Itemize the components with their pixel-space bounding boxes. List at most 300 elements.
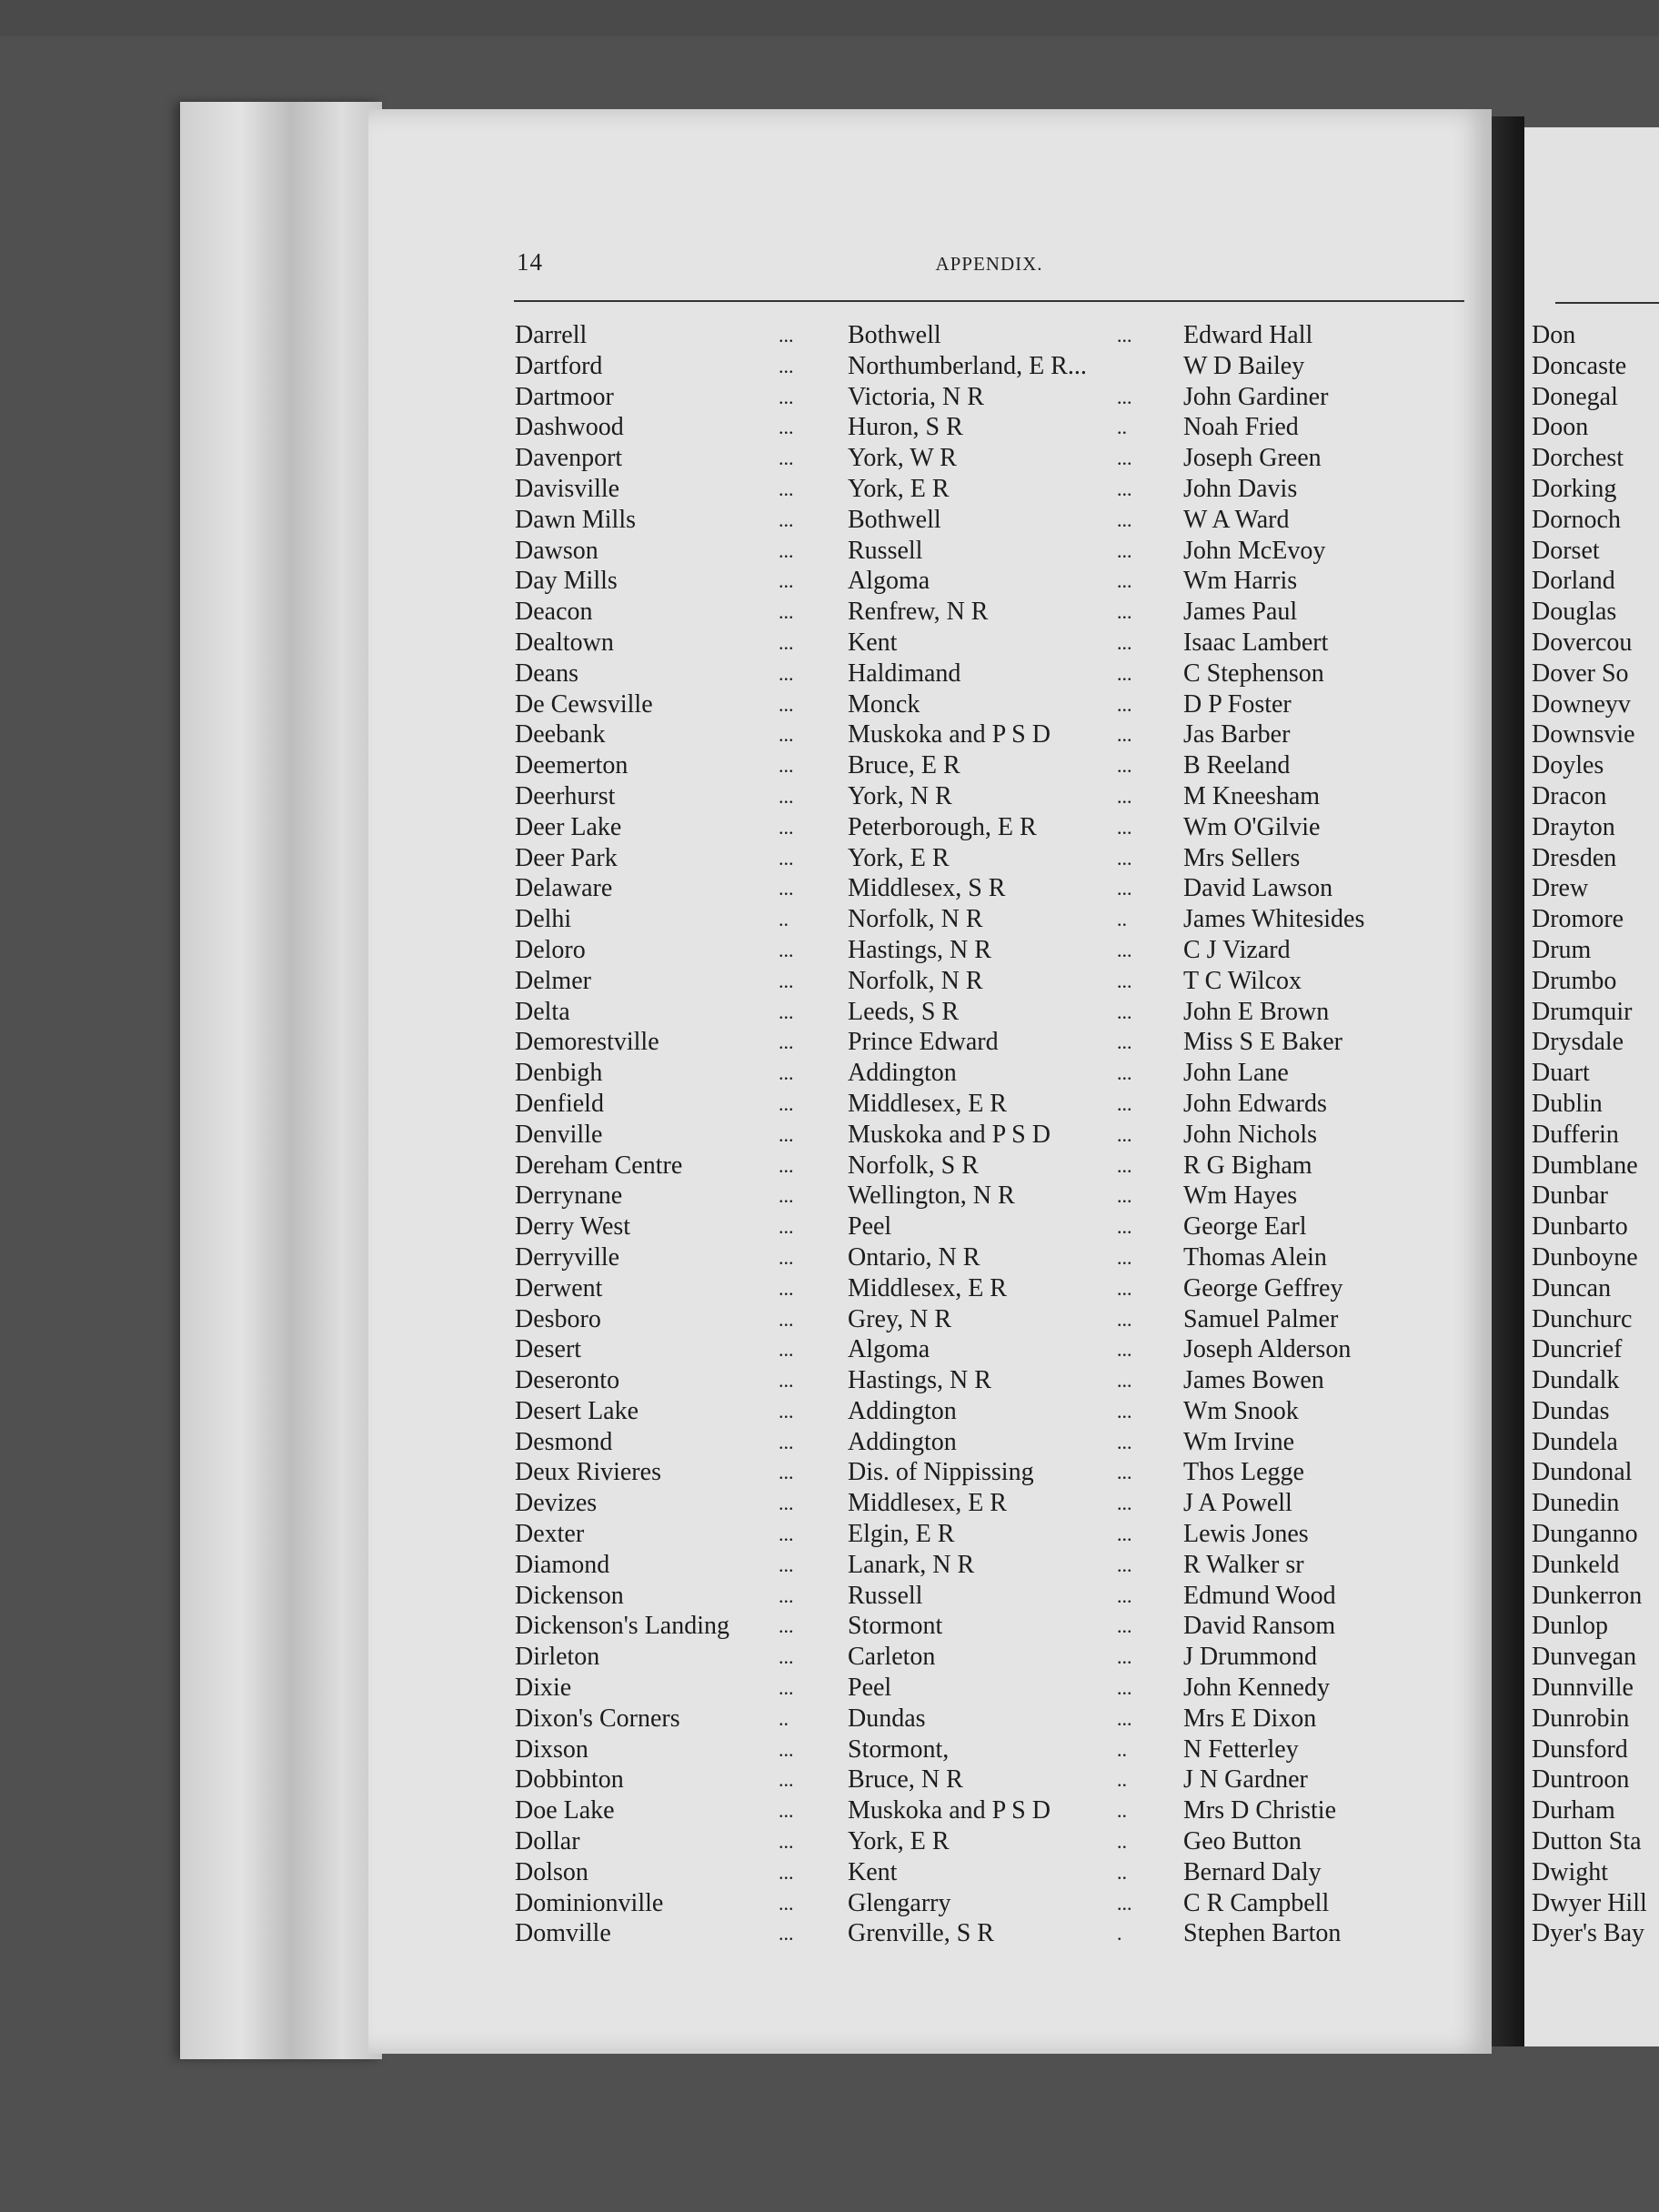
list-item: Doncaste	[1532, 351, 1627, 380]
leader-dots: ...	[779, 1891, 794, 1915]
leader-dots: ...	[779, 815, 794, 839]
list-item: Dorset	[1532, 536, 1600, 565]
list-item	[515, 1918, 1515, 1949]
postmaster-name: John Gardiner	[1183, 382, 1329, 411]
county-name: Dis. of Nippissing	[848, 1458, 1034, 1487]
list-item	[515, 935, 1515, 966]
leader-dots: .	[1117, 1922, 1122, 1946]
list-item: Dorking	[1532, 474, 1617, 503]
county-name: Russell	[848, 1581, 923, 1610]
postmaster-name: John Kennedy	[1183, 1674, 1330, 1703]
list-item: Dornoch	[1532, 505, 1621, 534]
county-name: Muskoka and P S D	[848, 1796, 1051, 1825]
leader-dots: ...	[779, 1523, 794, 1546]
leader-dots: ..	[1117, 1830, 1127, 1854]
list-item: Dutton Sta	[1532, 1827, 1642, 1856]
county-name: Russell	[848, 536, 923, 565]
postmaster-name: M Kneesham	[1183, 781, 1321, 810]
list-item: Dovercou	[1532, 628, 1633, 657]
county-name: Norfolk, N R	[848, 905, 983, 934]
county-name: Lanark, N R	[848, 1550, 975, 1579]
leader-dots: ...	[779, 1461, 794, 1484]
leader-dots: ...	[1117, 1430, 1132, 1453]
leader-dots: ...	[779, 1122, 794, 1146]
list-item	[515, 443, 1515, 474]
postmaster-name: David Ransom	[1183, 1612, 1336, 1641]
postmaster-name: John Davis	[1183, 474, 1298, 503]
leader-dots: ...	[1117, 1891, 1132, 1915]
county-name: Elgin, E R	[848, 1520, 955, 1549]
leader-dots: ...	[1117, 938, 1132, 961]
leader-dots: ...	[1117, 1492, 1132, 1515]
postmaster-name: Wm O'Gilvie	[1183, 812, 1321, 841]
list-item	[515, 719, 1515, 750]
place-name: Dartford	[515, 351, 603, 380]
leader-dots: ...	[779, 723, 794, 747]
county-name: Peterborough, E R	[848, 812, 1037, 841]
leader-dots: ...	[1117, 1031, 1132, 1054]
county-name: Huron, S R	[848, 413, 963, 442]
list-item	[515, 505, 1515, 536]
leader-dots: ...	[779, 1276, 794, 1300]
leader-dots: ...	[779, 1369, 794, 1393]
list-item	[515, 474, 1515, 505]
page-number: 14	[517, 248, 543, 276]
postmaster-name: Samuel Palmer	[1183, 1304, 1339, 1333]
county-name: Bothwell	[848, 321, 941, 349]
list-item	[515, 1888, 1515, 1919]
list-item: Dunnville	[1532, 1674, 1634, 1703]
county-name: Middlesex, E R	[848, 1089, 1007, 1118]
leader-dots: ..	[1117, 1737, 1127, 1761]
post-office-list	[515, 320, 1515, 1949]
place-name: Deloro	[515, 935, 586, 964]
leader-dots: ...	[1117, 1245, 1132, 1269]
place-name: Deer Lake	[515, 812, 622, 841]
place-name: Dawson	[515, 536, 598, 565]
postmaster-name: Wm Snook	[1183, 1396, 1299, 1425]
list-item: Drayton	[1532, 812, 1615, 841]
place-name: Doe Lake	[515, 1796, 615, 1825]
leader-dots: ..	[779, 908, 789, 931]
list-item	[515, 966, 1515, 997]
postmaster-name: George Earl	[1183, 1212, 1307, 1242]
list-item: Dresden	[1532, 843, 1617, 872]
leader-dots: ...	[779, 477, 794, 500]
leader-dots: ...	[779, 324, 794, 347]
list-item	[515, 536, 1515, 567]
county-name: Middlesex, E R	[848, 1489, 1007, 1518]
place-name: Dealtown	[515, 628, 614, 657]
county-name: Stormont,	[848, 1734, 950, 1764]
county-name: Monck	[848, 689, 920, 719]
list-item	[515, 659, 1515, 689]
list-item	[515, 351, 1515, 382]
county-name: Bruce, E R	[848, 751, 960, 780]
list-item: Drumbo	[1532, 966, 1617, 995]
list-item	[515, 1673, 1515, 1704]
leader-dots: ...	[1117, 1000, 1132, 1023]
list-item	[515, 1857, 1515, 1888]
leader-dots: ...	[779, 877, 794, 900]
leader-dots: ...	[1117, 1307, 1132, 1331]
county-name: Muskoka and P S D	[848, 1120, 1051, 1149]
list-item: Dunkeld	[1532, 1550, 1620, 1579]
list-item	[515, 382, 1515, 413]
list-item	[515, 412, 1515, 443]
list-item	[515, 997, 1515, 1028]
list-item: Dwight	[1532, 1857, 1608, 1886]
county-name: Peel	[848, 1212, 892, 1242]
list-item	[515, 1519, 1515, 1550]
leader-dots: ..	[1117, 416, 1127, 439]
place-name: Darrell	[515, 321, 588, 349]
list-item: Don	[1532, 321, 1576, 349]
list-item	[515, 1550, 1515, 1581]
place-name: Dartmoor	[515, 382, 614, 411]
list-item: Dundalk	[1532, 1366, 1620, 1395]
leader-dots: ...	[1117, 1276, 1132, 1300]
county-name: Dundas	[848, 1704, 926, 1733]
postmaster-name: C Stephenson	[1183, 659, 1324, 688]
postmaster-name: Mrs E Dixon	[1183, 1704, 1317, 1733]
postmaster-name: D P Foster	[1183, 689, 1292, 719]
place-name: Deacon	[515, 598, 593, 627]
list-item: Dunbarto	[1532, 1212, 1628, 1242]
leader-dots: ..	[779, 1706, 789, 1730]
postmaster-name: Wm Irvine	[1183, 1427, 1295, 1456]
list-item	[515, 1611, 1515, 1642]
postmaster-name: James Paul	[1183, 598, 1298, 627]
leader-dots: ...	[779, 1061, 794, 1085]
leader-dots: ...	[779, 538, 794, 562]
list-item: Drumquir	[1532, 997, 1633, 1026]
place-name: Dexter	[515, 1520, 585, 1549]
postmaster-name: Wm Harris	[1183, 567, 1298, 596]
postmaster-name: Wm Hayes	[1183, 1181, 1298, 1211]
place-name: Desert Lake	[515, 1396, 639, 1425]
county-name: Glengarry	[848, 1888, 951, 1917]
list-item: Dorchest	[1532, 444, 1624, 473]
county-name: Addington	[848, 1396, 957, 1425]
list-item	[515, 812, 1515, 843]
postmaster-name: John Nichols	[1183, 1120, 1317, 1149]
background	[0, 0, 1659, 36]
postmaster-name: Joseph Alderson	[1183, 1335, 1352, 1364]
place-name: Dollar	[515, 1827, 580, 1856]
leader-dots: ...	[779, 447, 794, 470]
leader-dots: ...	[779, 354, 794, 377]
leader-dots: ...	[1117, 508, 1132, 531]
list-item: Duntroon	[1532, 1765, 1630, 1795]
list-item: Dublin	[1532, 1089, 1603, 1118]
list-item	[515, 781, 1515, 812]
page-header	[514, 248, 1464, 281]
leader-dots: ...	[1117, 1706, 1132, 1730]
county-name: Ontario, N R	[848, 1242, 980, 1272]
list-item: Dorland	[1532, 567, 1615, 596]
list-item	[515, 873, 1515, 904]
county-name: Northumberland, E R...	[848, 351, 1087, 380]
leader-dots: ...	[779, 1768, 794, 1792]
county-name: Prince Edward	[848, 1028, 999, 1057]
list-item: Durham	[1532, 1796, 1615, 1825]
county-name: Kent	[848, 628, 898, 657]
county-name: Hastings, N R	[848, 1366, 991, 1395]
place-name: Deans	[515, 659, 578, 688]
place-name: Dixon's Corners	[515, 1704, 680, 1733]
leader-dots: ...	[1117, 1122, 1132, 1146]
leader-dots: ...	[1117, 1338, 1132, 1362]
list-item: Douglas	[1532, 598, 1617, 627]
page-title: APPENDIX.	[935, 253, 1043, 275]
list-item: Dundonal	[1532, 1458, 1633, 1487]
leader-dots: ...	[1117, 846, 1132, 870]
list-item: Dunchurc	[1532, 1304, 1633, 1333]
postmaster-name: John McEvoy	[1183, 536, 1326, 565]
place-name: Delta	[515, 997, 570, 1026]
place-name: Denfield	[515, 1089, 604, 1118]
postmaster-name: R G Bigham	[1183, 1151, 1312, 1180]
county-name: Middlesex, E R	[848, 1273, 1007, 1302]
place-name: Davenport	[515, 444, 623, 473]
leader-dots: ...	[779, 1184, 794, 1208]
postmaster-name: Geo Button	[1183, 1827, 1302, 1856]
list-item: Doyles	[1532, 751, 1604, 780]
list-item: Duart	[1532, 1059, 1590, 1088]
list-item	[515, 1581, 1515, 1612]
leader-dots: ...	[1117, 630, 1132, 654]
leader-dots: ...	[1117, 1553, 1132, 1576]
postmaster-name: George Geffrey	[1183, 1273, 1343, 1302]
county-name: Carleton	[848, 1643, 936, 1672]
list-item	[515, 1304, 1515, 1335]
postmaster-name: Joseph Green	[1183, 444, 1322, 473]
leader-dots: ...	[779, 754, 794, 778]
postmaster-name: Mrs D Christie	[1183, 1796, 1336, 1825]
place-name: Derwent	[515, 1273, 603, 1302]
list-item	[515, 1120, 1515, 1151]
list-item	[515, 1365, 1515, 1396]
place-name: Desert	[515, 1335, 582, 1364]
postmaster-name: Mrs Sellers	[1183, 843, 1301, 872]
county-name: Kent	[848, 1857, 898, 1886]
county-name: Bruce, N R	[848, 1765, 963, 1795]
list-item: Dunkerron	[1532, 1581, 1643, 1610]
leader-dots: ...	[1117, 1523, 1132, 1546]
list-item: Dwyer Hill	[1532, 1888, 1647, 1917]
list-item: Duncrief	[1532, 1335, 1623, 1364]
county-name: Algoma	[848, 567, 930, 596]
place-name: Derrynane	[515, 1181, 623, 1211]
place-name: Deemerton	[515, 751, 628, 780]
place-name: Dashwood	[515, 413, 624, 442]
leader-dots: ...	[1117, 569, 1132, 593]
leader-dots: ...	[779, 1645, 794, 1669]
leader-dots: ..	[1117, 1768, 1127, 1792]
place-name: Desmond	[515, 1427, 613, 1456]
place-name: Dirleton	[515, 1643, 600, 1672]
postmaster-name: James Bowen	[1183, 1366, 1324, 1395]
postmaster-name: Edmund Wood	[1183, 1581, 1336, 1610]
leader-dots: ...	[1117, 661, 1132, 685]
place-name: Denbigh	[515, 1059, 603, 1088]
postmaster-name: W A Ward	[1183, 505, 1290, 534]
postmaster-name: J A Powell	[1183, 1489, 1292, 1518]
leader-dots: ...	[779, 1860, 794, 1884]
leader-dots: ...	[779, 1584, 794, 1607]
list-item: Dunganno	[1532, 1520, 1638, 1549]
postmaster-name: C R Campbell	[1183, 1888, 1330, 1917]
list-item	[515, 1765, 1515, 1795]
list-item	[515, 1089, 1515, 1120]
list-item: Dunlop	[1532, 1612, 1608, 1641]
place-name: Day Mills	[515, 567, 618, 596]
place-name: Deseronto	[515, 1366, 620, 1395]
leader-dots: ...	[1117, 324, 1132, 347]
place-name: Dixson	[515, 1734, 588, 1764]
county-name: York, E R	[848, 474, 950, 503]
place-name: Dominionville	[515, 1888, 664, 1917]
leader-dots: ...	[779, 508, 794, 531]
county-name: Stormont	[848, 1612, 943, 1641]
postmaster-name: Isaac Lambert	[1183, 628, 1329, 657]
leader-dots: ...	[779, 1031, 794, 1054]
list-item	[515, 1488, 1515, 1519]
postmaster-name: Jas Barber	[1183, 720, 1291, 749]
leader-dots: ...	[779, 1737, 794, 1761]
list-item: Drew	[1532, 874, 1589, 903]
list-item	[515, 628, 1515, 659]
postmaster-name: John Lane	[1183, 1059, 1289, 1088]
leader-dots: ..	[1117, 1860, 1127, 1884]
header-rule	[514, 300, 1464, 302]
place-name: Demorestville	[515, 1028, 659, 1057]
postmaster-name: J N Gardner	[1183, 1765, 1308, 1795]
list-item: Dunvegan	[1532, 1643, 1637, 1672]
list-item	[515, 597, 1515, 628]
leader-dots: ...	[1117, 1645, 1132, 1669]
list-item	[515, 1151, 1515, 1181]
list-item: Drysdale	[1532, 1028, 1624, 1057]
leader-dots: ...	[1117, 538, 1132, 562]
leader-dots: ...	[779, 1492, 794, 1515]
list-item	[515, 1642, 1515, 1673]
list-item	[515, 1795, 1515, 1826]
county-name: Algoma	[848, 1335, 930, 1364]
place-name: Dereham Centre	[515, 1151, 683, 1180]
leader-dots: ...	[1117, 784, 1132, 808]
place-name: Delaware	[515, 874, 613, 903]
list-item	[515, 1181, 1515, 1212]
postmaster-name: T C Wilcox	[1183, 966, 1302, 995]
leader-dots: ...	[779, 1676, 794, 1700]
postmaster-name: David Lawson	[1183, 874, 1333, 903]
place-name: Derryville	[515, 1242, 620, 1272]
place-name: Dobbinton	[515, 1765, 624, 1795]
county-name: Peel	[848, 1674, 892, 1703]
leader-dots: ...	[1117, 1369, 1132, 1393]
list-item	[515, 1457, 1515, 1488]
leader-dots: ...	[1117, 1184, 1132, 1208]
book-page-edges	[180, 102, 382, 2059]
place-name: Devizes	[515, 1489, 598, 1518]
list-item	[515, 1027, 1515, 1058]
county-name: York, N R	[848, 781, 952, 810]
list-item: Duncan	[1532, 1273, 1612, 1302]
place-name: Dickenson's Landing	[515, 1612, 730, 1641]
leader-dots: ...	[1117, 1061, 1132, 1085]
right-page-list	[1532, 320, 1659, 1949]
leader-dots: ...	[779, 1153, 794, 1177]
postmaster-name: John E Brown	[1183, 997, 1330, 1026]
county-name: Middlesex, S R	[848, 874, 1006, 903]
leader-dots: ...	[779, 1091, 794, 1115]
county-name: Hastings, N R	[848, 935, 991, 964]
right-page-header-rule	[1555, 302, 1659, 304]
leader-dots: ...	[779, 1307, 794, 1331]
leader-dots: ...	[779, 600, 794, 624]
leader-dots: ...	[779, 784, 794, 808]
list-item: Doon	[1532, 413, 1589, 442]
list-item: Dundela	[1532, 1427, 1618, 1456]
list-item: Dumblane	[1532, 1151, 1638, 1180]
list-item	[515, 1212, 1515, 1242]
leader-dots: ...	[779, 969, 794, 992]
list-item	[515, 750, 1515, 781]
list-item: Dover So	[1532, 659, 1629, 688]
postmaster-name: Stephen Barton	[1183, 1919, 1342, 1948]
place-name: Dickenson	[515, 1581, 624, 1610]
leader-dots: ...	[1117, 754, 1132, 778]
list-item	[515, 1273, 1515, 1304]
place-name: Dawn Mills	[515, 505, 636, 534]
list-item	[515, 904, 1515, 935]
list-item	[515, 1826, 1515, 1857]
postmaster-name: John Edwards	[1183, 1089, 1327, 1118]
place-name: Deerhurst	[515, 781, 616, 810]
leader-dots: ...	[1117, 600, 1132, 624]
leader-dots: ...	[1117, 815, 1132, 839]
leader-dots: ...	[1117, 1091, 1132, 1115]
list-item: Dunedin	[1532, 1489, 1620, 1518]
county-name: Victoria, N R	[848, 382, 984, 411]
list-item: Dufferin	[1532, 1120, 1619, 1149]
list-item	[515, 1396, 1515, 1427]
leader-dots: ...	[1117, 692, 1132, 716]
list-item: Dunsford	[1532, 1734, 1628, 1764]
county-name: Haldimand	[848, 659, 961, 688]
place-name: Deebank	[515, 720, 606, 749]
postmaster-name: Bernard Daly	[1183, 1857, 1322, 1886]
postmaster-name: Edward Hall	[1183, 321, 1313, 349]
leader-dots: ...	[1117, 477, 1132, 500]
leader-dots: ...	[1117, 1584, 1132, 1607]
postmaster-name: Miss S E Baker	[1183, 1028, 1342, 1057]
county-name: Muskoka and P S D	[848, 720, 1051, 749]
leader-dots: ...	[1117, 1215, 1132, 1239]
postmaster-name: Lewis Jones	[1183, 1520, 1309, 1549]
postmaster-name: Noah Fried	[1183, 413, 1299, 442]
leader-dots: ...	[1117, 1614, 1132, 1638]
place-name: Delmer	[515, 966, 591, 995]
county-name: Norfolk, S R	[848, 1151, 979, 1180]
leader-dots: ...	[1117, 1461, 1132, 1484]
county-name: Renfrew, N R	[848, 598, 989, 627]
list-item: Dromore	[1532, 905, 1624, 934]
list-item: Downeyv	[1532, 689, 1631, 719]
leader-dots: ...	[779, 385, 794, 408]
